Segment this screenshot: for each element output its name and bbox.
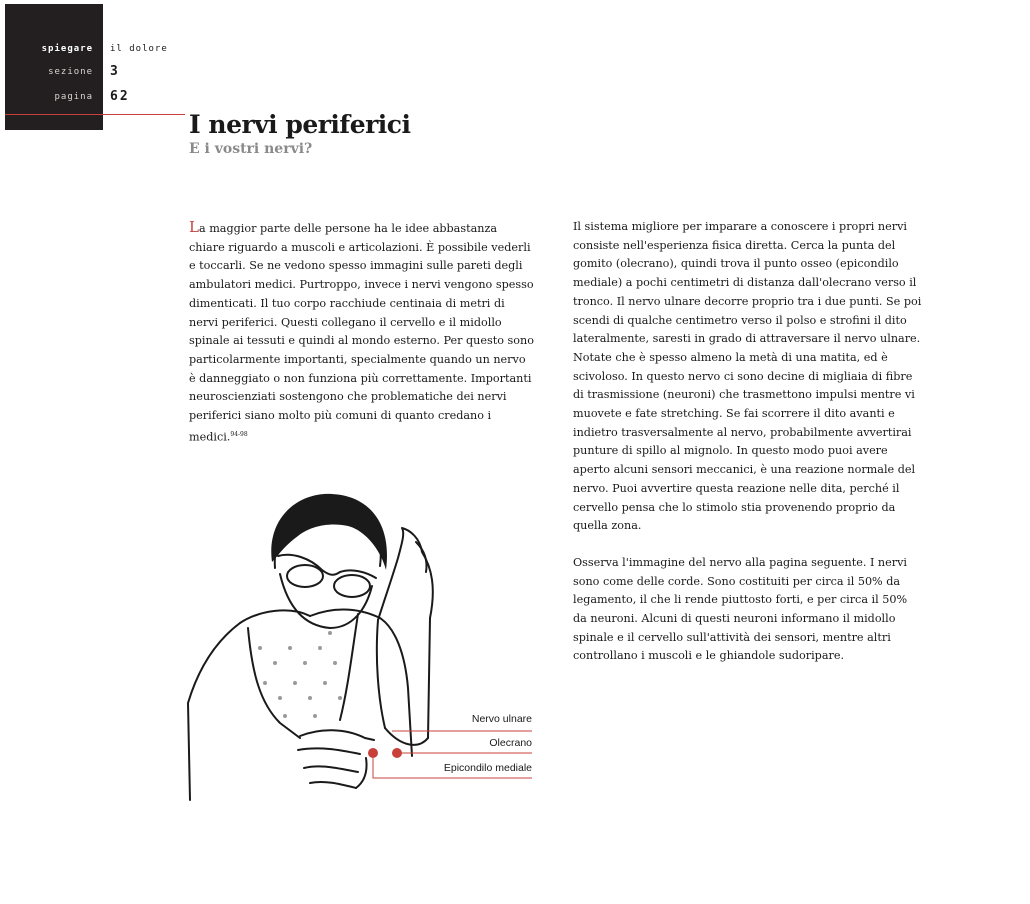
elbow-illustration xyxy=(180,488,540,808)
callout-nervo-ulnare: Nervo ulnare xyxy=(471,713,532,725)
callout-olecrano: Olecrano xyxy=(489,737,532,749)
meta-label-pagina: pagina xyxy=(54,92,93,102)
right-column xyxy=(573,218,923,666)
intro-text: a maggior parte delle persone ha le idee abbastanza chiare riguardo a muscoli e articolazioni. È possibile vederli e toccarli. Se ne vedono spesso immagini sulle pareti degli ambulatori medici. Purtroppo, invece i nervi vengono spesso dimenticati. Il tuo corpo racchiude centinaia di metri di nervi periferici. Questi collegano il cervello e il midollo spinale ai tessuti e quindi al mondo esterno. Per questo sono particolarmente importanti, specialmente quando un nervo è danneggiato o non funziona più correttamente. Importanti neuroscienziati sostengono che problematiche dei nervi periferici siano molto più comuni di quanto credano i medici. xyxy=(189,222,534,444)
callout-epicondilo-mediale: Epicondilo mediale xyxy=(443,762,532,774)
meta-label-sezione: sezione xyxy=(48,67,93,77)
meta-row-sezione xyxy=(0,65,200,85)
left-column xyxy=(189,218,534,447)
meta-value-section: il dolore xyxy=(110,44,168,54)
meta-label-section: spiegare xyxy=(41,44,93,54)
meta-value-pagina: 62 xyxy=(110,89,130,104)
drop-cap: L xyxy=(189,218,199,236)
page-title: I nervi periferici xyxy=(189,110,411,139)
meta-value-sezione: 3 xyxy=(110,64,120,79)
reference-marker: 94-98 xyxy=(230,430,248,438)
intro-paragraph xyxy=(189,218,534,447)
body-paragraph-2: Osserva l'immagine del nervo alla pagina seguente. I nervi sono come delle corde. Sono costituiti per circa il 50% da legamento, il che li rende piuttosto forti, e per circa il 50% da neuroni. Alcuni di questi neuroni informano il midollo spinale e il cervello sull'attività dei sensori, mentre altri controllano i muscoli e le ghiandole sudoripare. xyxy=(573,555,908,663)
meta-row-section xyxy=(0,42,200,62)
header-rule xyxy=(5,114,185,115)
body-paragraph-1: Il sistema migliore per imparare a conoscere i propri nervi consiste nell'esperienza fisica diretta. Cerca la punta del gomito (olecrano), quindi trova il punto osseo (epicondilo mediale) a pochi centimetri di distanza dall'olecrano verso il tronco. Il nervo ulnare decorre proprio tra i due punti. Se poi scendi di qualche centimetro verso il polso e strofini il dito lateralmente, saresti in grado di attraversare il nervo ulnare. Notate che è spesso almeno la metà di una matita, ed è scivoloso. In questo nervo ci sono decine di migliaia di fibre di trasmissione (neuroni) che trasmettono impulsi mentre vi muovete e fate stretching. Se fai scorrere il dito avanti e indietro trasversalmente al nervo, probabilmente avvertirai punture di spillo al mignolo. In questo modo puoi avere aperto alcuni sensori meccanici, è una reazione normale del nervo. Puoi avvertire questa reazione nelle dita, perché il cervello pensa che lo stimolo stia provenendo proprio da quella zona. xyxy=(573,220,922,533)
meta-row-pagina xyxy=(0,90,200,110)
page-subtitle: E i vostri nervi? xyxy=(189,141,313,157)
epicondyle-dot xyxy=(368,748,378,758)
